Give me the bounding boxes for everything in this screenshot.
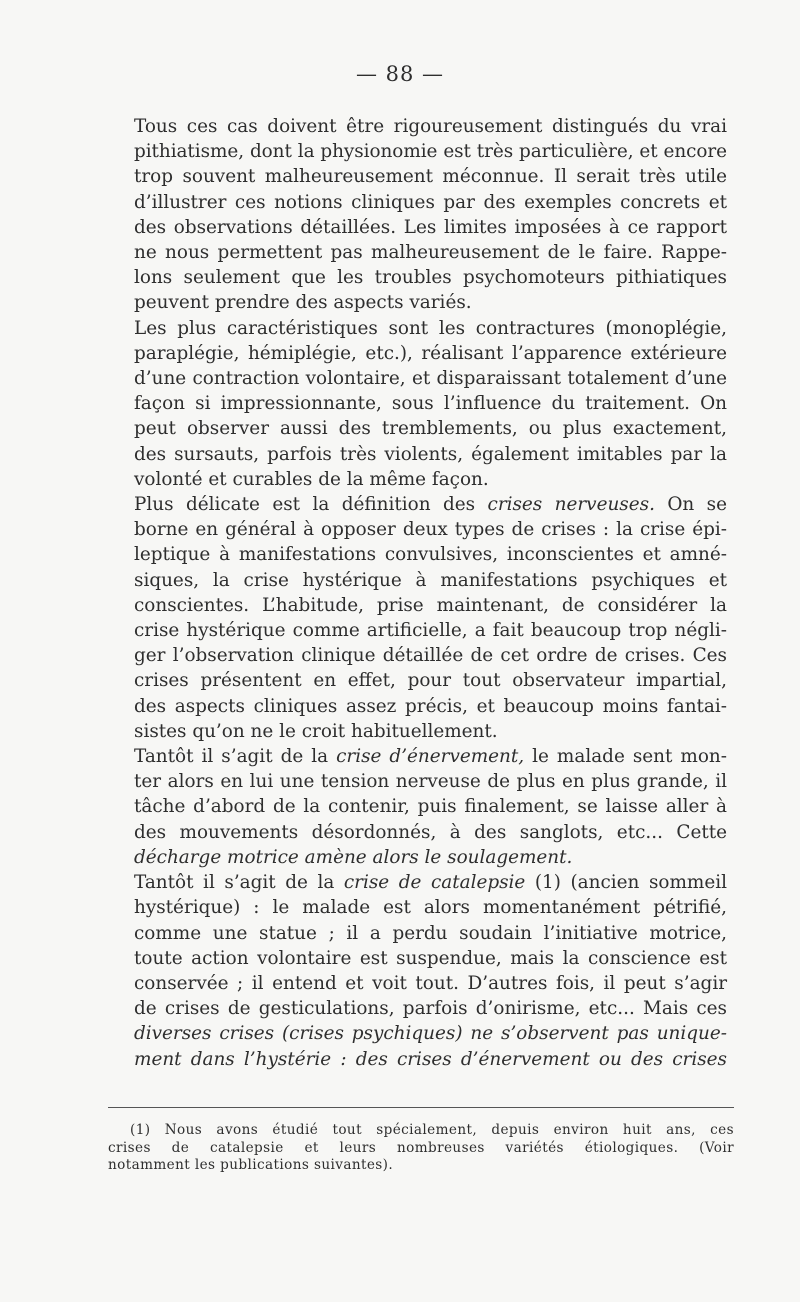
text-line: façon si impressionnante, sous l’influence du traitement. On: [134, 393, 727, 415]
text-line: [113, 1021, 727, 1046]
text-line: trop souvent malheureusement méconnue. Il serait très utile: [134, 166, 727, 188]
text-line: sistes qu’on ne le croit habituellement.: [134, 720, 498, 742]
text-line: des observations détaillées. Les limites imposées à ce rapport: [134, 216, 727, 238]
text-line: [113, 1047, 727, 1072]
text-line: crises présentent en effet, pour tout observateur impartial,: [134, 670, 727, 692]
footnote-line: notamment les publications suivantes).: [108, 1157, 394, 1174]
text-line: d’une contraction volontaire, et disparaissant totalement d’une: [134, 368, 727, 390]
text-line: toute action volontaire est suspendue, mais la conscience est: [134, 947, 727, 969]
text-line: borne en général à opposer deux types de crises : la crise épi-: [134, 519, 727, 541]
text-line: ter alors en lui une tension nerveuse de plus en plus grande, il: [134, 771, 727, 793]
text-line: ger l’observation clinique détaillée de cet ordre de crises. Ces: [134, 645, 727, 667]
text-line: conservée ; il entend et voit tout. D’autres fois, il peut s’agir: [134, 972, 727, 994]
paragraph-5: [113, 870, 727, 1072]
text-line: crise hystérique comme artificielle, a fait beaucoup trop négli-: [134, 620, 727, 642]
text-line: [113, 845, 727, 870]
text-line: [113, 744, 727, 769]
text-line: paraplégie, hémiplégie, etc.), réalisant l’apparence extérieure: [134, 342, 727, 364]
text-line: peut observer aussi des tremblements, ou plus exactement,: [134, 418, 727, 440]
text-line: pithiatisme, dont la physionomie est très particulière, et encore: [134, 141, 727, 163]
emphasis-crise-catalepsie: crise de catalepsie: [343, 872, 526, 894]
text-line: d’illustrer ces notions cliniques par des exemples concrets et: [134, 191, 727, 213]
text-run: On se: [654, 494, 728, 516]
paragraph-4: [113, 744, 727, 870]
paragraph-1: [113, 114, 727, 316]
text-line: des mouvements désordonnés, à des sanglots, etc... Cette: [134, 821, 727, 843]
text-line: comme une statue ; il a perdu soudain l’initiative motrice,: [134, 922, 727, 944]
footnote-divider: [108, 1107, 734, 1108]
text-line: conscientes. L’habitude, prise maintenant, de considérer la: [134, 594, 727, 616]
text-line: peuvent prendre des aspects variés.: [134, 292, 472, 314]
text-line: hystérique) : le malade est alors momentanément pétrifié,: [134, 897, 727, 919]
text-line: [113, 870, 727, 895]
footnote-line: crises de catalepsie et leurs nombreuses variétés étiologiques. (Voir: [108, 1139, 734, 1156]
text-line: lons seulement que les troubles psychomoteurs pithiatiques: [134, 267, 727, 289]
footnote: [108, 1122, 734, 1175]
text-line: des aspects cliniques assez précis, et beaucoup moins fantai-: [134, 695, 727, 717]
emphasis-hysterie: ment dans l’hystérie : des crises d’énervement ou des crises: [134, 1048, 727, 1070]
text-run: le malade sent mon-: [524, 746, 727, 768]
paragraph-2: [113, 316, 727, 492]
text-line: siques, la crise hystérique à manifestations psychiques et: [134, 569, 727, 591]
text-run: Tantôt il s’agit de la: [134, 746, 337, 768]
text-run: Tantôt il s’agit de la: [134, 872, 344, 894]
text-line: [113, 492, 727, 517]
body-text: [113, 114, 727, 1072]
text-line: volonté et curables de la même façon.: [134, 468, 489, 490]
text-line: leptique à manifestations convulsives, inconscientes et amné-: [134, 544, 727, 566]
text-line: ne nous permettent pas malheureusement de le faire. Rappe-: [134, 242, 727, 264]
text-run: Plus délicate est la définition des: [134, 494, 488, 516]
text-line: Tous ces cas doivent être rigoureusement distingués du vrai: [134, 116, 727, 137]
footnote-line: (1) Nous avons étudié tout spécialement, depuis environ huit ans, ces: [130, 1122, 734, 1138]
text-line: Les plus caractéristiques sont les contractures (monoplégie,: [134, 317, 727, 339]
emphasis-decharge-motrice: décharge motrice amène alors le soulagement.: [134, 846, 573, 868]
text-line: de crises de gesticulations, parfois d’onirisme, etc... Mais ces: [134, 998, 727, 1020]
text-run: (1) (ancien sommeil: [525, 872, 727, 894]
text-line: tâche d’abord de la contenir, puis finalement, se laisse aller à: [134, 796, 727, 818]
emphasis-diverses-crises: diverses crises (crises psychiques) ne s’observent pas unique-: [134, 1023, 727, 1045]
emphasis-crise-enervement: crise d’énervement,: [336, 746, 525, 768]
paragraph-3: [113, 492, 727, 744]
page-number: — 88 —: [355, 62, 445, 86]
emphasis-crises-nerveuses: crises nerveuses.: [487, 494, 655, 516]
text-line: des sursauts, parfois très violents, également imitables par la: [134, 443, 727, 465]
